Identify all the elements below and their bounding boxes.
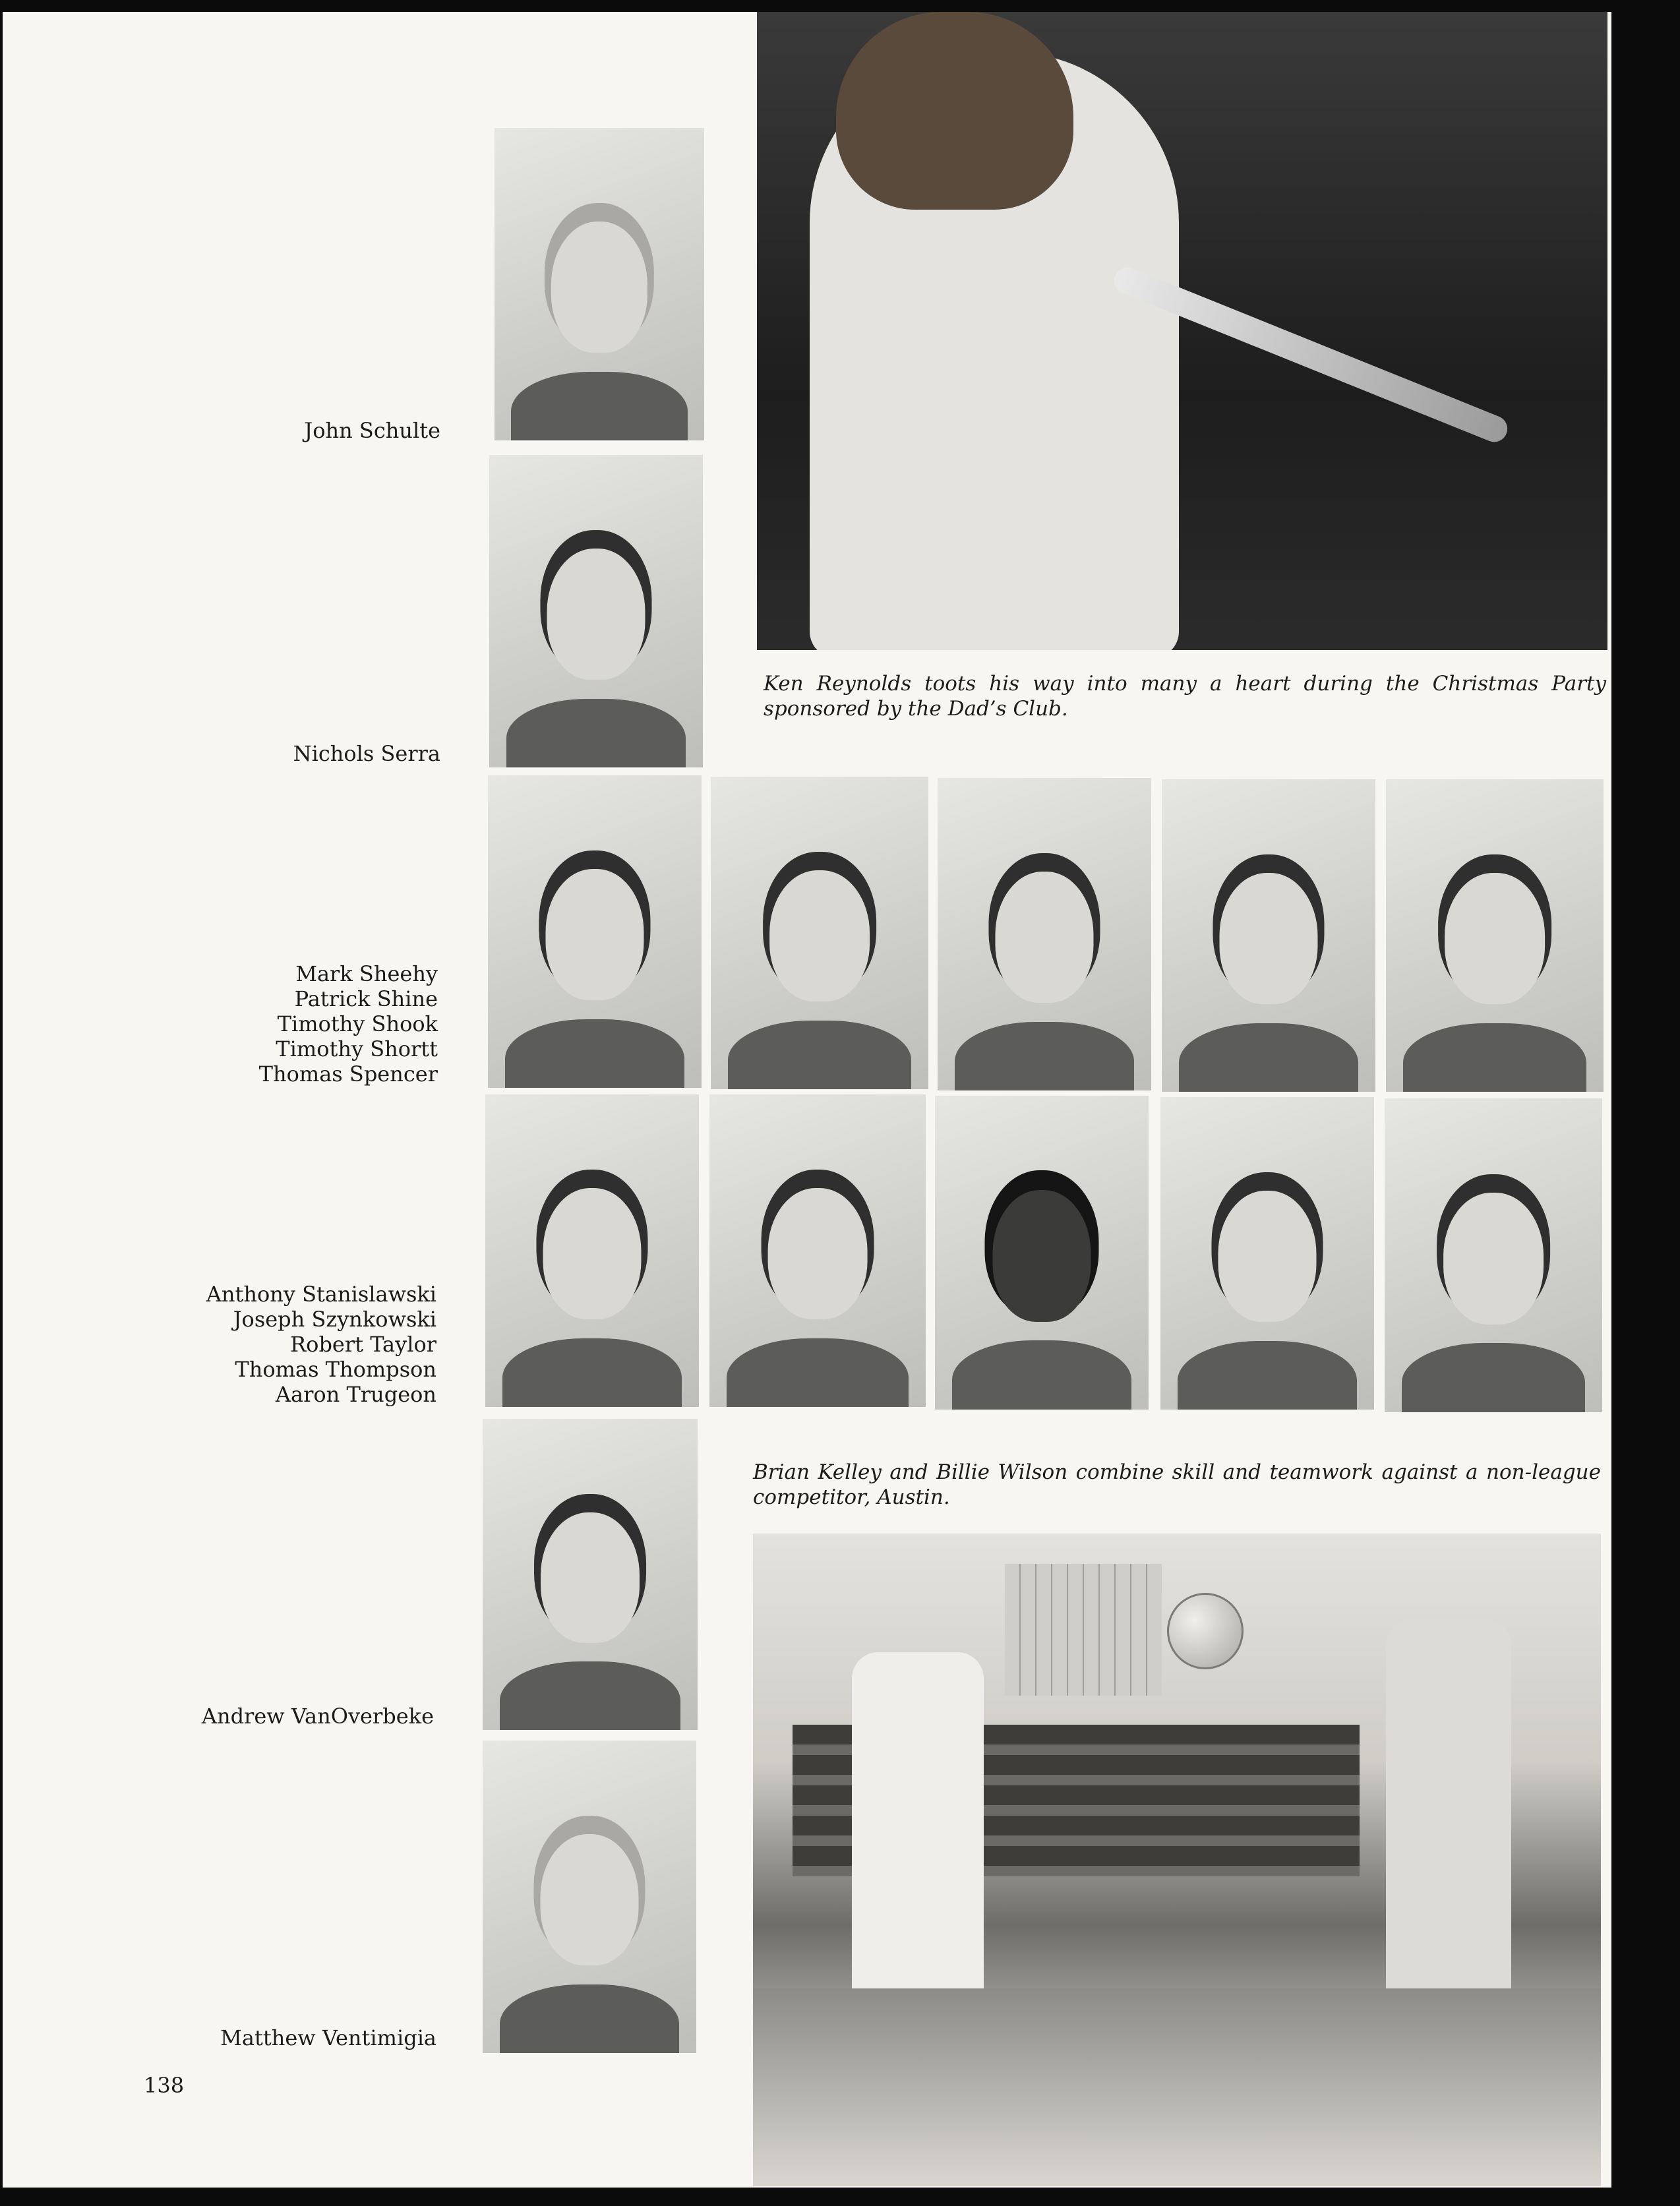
- player-right: [1386, 1619, 1511, 2041]
- basketball-ball: [1167, 1593, 1244, 1669]
- head-shape: [543, 1188, 641, 1319]
- portrait-aaron-trugeon: [1385, 1098, 1602, 1412]
- head-shape: [1443, 1193, 1544, 1325]
- head-shape: [769, 870, 870, 1001]
- name-nichols-serra: Nichols Serra: [293, 741, 440, 766]
- name-row2: Robert Taylor: [290, 1332, 436, 1357]
- shoulders-shape: [1402, 1343, 1584, 1412]
- portrait-john-schulte: [495, 128, 704, 440]
- portrait-patrick-shine: [711, 777, 928, 1089]
- portrait-anthony-stanislawski: [485, 1094, 699, 1407]
- floor-reflection: [753, 1988, 1601, 2186]
- shoulders-shape: [506, 699, 686, 767]
- head-shape: [545, 869, 644, 1000]
- shoulders-shape: [1179, 1023, 1358, 1092]
- head-shape: [992, 1190, 1091, 1322]
- portrait-thomas-thompson: [1160, 1097, 1374, 1410]
- shoulders-shape: [500, 1984, 679, 2053]
- name-row1: Thomas Spencer: [258, 1061, 438, 1087]
- head-shape: [1218, 1191, 1316, 1322]
- shoulders-shape: [1403, 1023, 1586, 1092]
- name-row1: Timothy Shook: [277, 1011, 438, 1036]
- shoulders-shape: [955, 1022, 1134, 1090]
- trumpet-photo: [757, 12, 1607, 650]
- yearbook-page: [3, 12, 1611, 2188]
- hair-shape: [836, 12, 1073, 210]
- page-number: 138: [144, 2073, 185, 2098]
- shoulders-shape: [500, 1661, 680, 1730]
- head-shape: [547, 549, 645, 680]
- head-shape: [1219, 873, 1317, 1004]
- head-shape: [540, 1834, 638, 1965]
- portrait-robert-taylor: [935, 1096, 1149, 1410]
- portrait-matthew-ventimigia: [483, 1741, 696, 2053]
- name-row2: Anthony Stanislawski: [206, 1282, 436, 1307]
- row1-name-list: [259, 961, 438, 1087]
- shoulders-shape: [505, 1019, 684, 1088]
- name-row2: Thomas Thompson: [235, 1357, 436, 1382]
- shoulders-shape: [728, 1021, 911, 1089]
- row2-name-list: [206, 1282, 436, 1407]
- basketball-photo: [753, 1534, 1601, 2186]
- shoulders-shape: [511, 372, 687, 440]
- shoulders-shape: [1178, 1341, 1357, 1410]
- trumpet-caption: Ken Reynolds toots his way into many a heart during the Christmas Party sponsored by the Dad’s Club.: [764, 672, 1606, 721]
- portrait-timothy-shortt: [1162, 779, 1375, 1092]
- name-row2: Aaron Trugeon: [275, 1382, 436, 1407]
- name-row1: Timothy Shortt: [276, 1036, 438, 1061]
- head-shape: [995, 872, 1093, 1003]
- name-row1: Patrick Shine: [294, 986, 438, 1011]
- head-shape: [541, 1512, 640, 1643]
- name-row2: Joseph Szynkowski: [233, 1307, 436, 1332]
- head-shape: [768, 1188, 868, 1319]
- shoulders-shape: [727, 1338, 909, 1407]
- portrait-joseph-szynkowski: [709, 1094, 926, 1407]
- name-row1: Mark Sheehy: [295, 961, 438, 986]
- portrait-thomas-spencer: [1386, 779, 1604, 1092]
- head-shape: [1445, 873, 1545, 1004]
- portrait-andrew-vanoverbeke: [483, 1419, 698, 1730]
- shoulders-shape: [502, 1338, 682, 1407]
- shoulders-shape: [952, 1340, 1131, 1410]
- portrait-nichols-serra: [489, 455, 703, 767]
- player-left: [852, 1652, 984, 2021]
- name-matthew-ventimigia: Matthew Ventimigia: [220, 2025, 436, 2050]
- name-andrew-vanoverbeke: Andrew VanOverbeke: [201, 1704, 434, 1729]
- portrait-timothy-shook: [938, 778, 1151, 1090]
- name-john-schulte: John Schulte: [304, 418, 440, 443]
- head-shape: [551, 222, 647, 353]
- gym-window: [1005, 1564, 1162, 1696]
- basketball-caption: Brian Kelley and Billie Wilson combine skill and teamwork against a non-league competitor, Austin.: [753, 1460, 1601, 1509]
- portrait-mark-sheehy: [488, 775, 702, 1088]
